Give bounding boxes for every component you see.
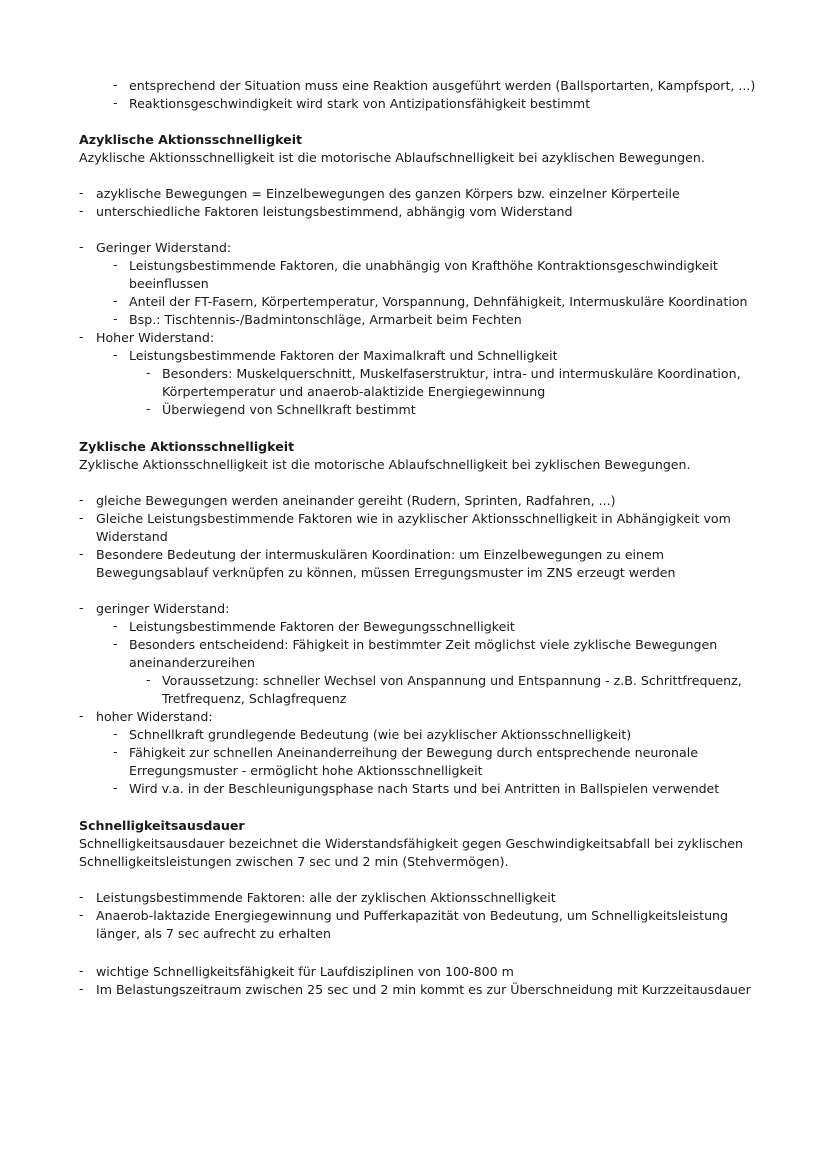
bullet-dash: - <box>146 672 151 687</box>
list-item: Besonders entscheidend: Fähigkeit in bestimmter Zeit möglichst viele zyklische Bewegungen <box>129 637 718 652</box>
list-item: hoher Widerstand: <box>96 709 213 724</box>
bullet-dash: - <box>79 546 84 561</box>
list-item: Hoher Widerstand: <box>96 330 215 345</box>
list-item-continuation: aneinanderzureihen <box>129 655 255 670</box>
bullet-dash: - <box>113 95 118 110</box>
list-item: entsprechend der Situation muss eine Reaktion ausgeführt werden (Ballsportarten, Kampfsport, ...) <box>129 78 756 93</box>
bullet-dash: - <box>113 77 118 92</box>
section-heading-azyklisch: Azyklische Aktionsschnelligkeit <box>79 132 303 147</box>
bullet-dash: - <box>79 963 84 978</box>
list-item-continuation: Tretfrequenz, Schlagfrequenz <box>162 691 347 706</box>
bullet-dash: - <box>79 203 84 218</box>
list-item: Bsp.: Tischtennis-/Badmintonschläge, Armarbeit beim Fechten <box>129 312 522 327</box>
list-item-continuation: Körpertemperatur und anaerob-alaktizide Energiegewinnung <box>162 384 546 399</box>
list-item: azyklische Bewegungen = Einzelbewegungen des ganzen Körpers bzw. einzelner Körperteile <box>96 186 680 201</box>
bullet-dash: - <box>113 744 118 759</box>
bullet-dash: - <box>79 889 84 904</box>
bullet-dash: - <box>113 780 118 795</box>
list-item: unterschiedliche Faktoren leistungsbestimmend, abhängig vom Widerstand <box>96 204 573 219</box>
section-definition-continuation: Schnelligkeitsleistungen zwischen 7 sec und 2 min (Stehvermögen). <box>79 854 509 869</box>
bullet-dash: - <box>113 293 118 308</box>
list-item-continuation: beeinflussen <box>129 276 209 291</box>
list-item-continuation: Erregungsmuster - ermöglicht hohe Aktionsschnelligkeit <box>129 763 483 778</box>
bullet-dash: - <box>79 510 84 525</box>
bullet-dash: - <box>79 708 84 723</box>
list-item-continuation: länger, als 7 sec aufrecht zu erhalten <box>96 926 331 941</box>
bullet-dash: - <box>79 981 84 996</box>
bullet-dash: - <box>113 636 118 651</box>
bullet-dash: - <box>113 257 118 272</box>
bullet-dash: - <box>79 600 84 615</box>
section-definition: Azyklische Aktionsschnelligkeit ist die motorische Ablaufschnelligkeit bei azyklischen Bewegungen. <box>79 150 705 165</box>
bullet-dash: - <box>79 185 84 200</box>
list-item-continuation: Widerstand <box>96 529 168 544</box>
list-item: Leistungsbestimmende Faktoren, die unabhängig von Krafthöhe Kontraktionsgeschwindigkeit <box>129 258 718 273</box>
section-heading-zyklisch: Zyklische Aktionsschnelligkeit <box>79 439 295 454</box>
list-item: Geringer Widerstand: <box>96 240 232 255</box>
list-item: geringer Widerstand: <box>96 601 230 616</box>
list-item: Besondere Bedeutung der intermuskulären Koordination: um Einzelbewegungen zu einem <box>96 547 665 562</box>
section-heading-ausdauer: Schnelligkeitsausdauer <box>79 818 245 833</box>
list-item: Schnellkraft grundlegende Bedeutung (wie bei azyklischer Aktionsschnelligkeit) <box>129 727 632 742</box>
list-item: Leistungsbestimmende Faktoren der Bewegungsschnelligkeit <box>129 619 515 634</box>
list-item: gleiche Bewegungen werden aneinander gereiht (Rudern, Sprinten, Radfahren, ...) <box>96 493 616 508</box>
list-item: Im Belastungszeitraum zwischen 25 sec und 2 min kommt es zur Überschneidung mit Kurzzeitausdauer <box>96 982 751 997</box>
bullet-dash: - <box>113 311 118 326</box>
bullet-dash: - <box>146 365 151 380</box>
list-item-continuation: Bewegungsablauf verknüpfen zu können, müssen Erregungsmuster im ZNS erzeugt werden <box>96 565 676 580</box>
bullet-dash: - <box>113 726 118 741</box>
list-item: Leistungsbestimmende Faktoren der Maximalkraft und Schnelligkeit <box>129 348 558 363</box>
section-definition: Zyklische Aktionsschnelligkeit ist die motorische Ablaufschnelligkeit bei zyklischen Bewegungen. <box>79 457 691 472</box>
list-item: Anteil der FT-Fasern, Körpertemperatur, Vorspannung, Dehnfähigkeit, Intermuskuläre Koordination <box>129 294 748 309</box>
section-definition: Schnelligkeitsausdauer bezeichnet die Widerstandsfähigkeit gegen Geschwindigkeitsabfall bei zyklischen <box>79 836 743 851</box>
bullet-dash: - <box>113 347 118 362</box>
bullet-dash: - <box>79 492 84 507</box>
list-item: Reaktionsgeschwindigkeit wird stark von Antizipationsfähigkeit bestimmt <box>129 96 591 111</box>
bullet-dash: - <box>146 401 151 416</box>
list-item: Fähigkeit zur schnellen Aneinanderreihung der Bewegung durch entsprechende neuronale <box>129 745 698 760</box>
list-item: Besonders: Muskelquerschnitt, Muskelfaserstruktur, intra- und intermuskuläre Koordination, <box>162 366 741 381</box>
list-item: Wird v.a. in der Beschleunigungsphase nach Starts und bei Antritten in Ballspielen verwendet <box>129 781 720 796</box>
bullet-dash: - <box>79 907 84 922</box>
list-item: Voraussetzung: schneller Wechsel von Anspannung und Entspannung - z.B. Schrittfrequenz, <box>162 673 742 688</box>
bullet-dash: - <box>79 239 84 254</box>
list-item: Leistungsbestimmende Faktoren: alle der zyklischen Aktionsschnelligkeit <box>96 890 556 905</box>
list-item: wichtige Schnelligkeitsfähigkeit für Laufdisziplinen von 100-800 m <box>96 964 514 979</box>
list-item: Überwiegend von Schnellkraft bestimmt <box>162 402 416 417</box>
list-item: Anaerob-laktazide Energiegewinnung und Pufferkapazität von Bedeutung, um Schnelligkeitsleistung <box>96 908 729 923</box>
bullet-dash: - <box>79 329 84 344</box>
bullet-dash: - <box>113 618 118 633</box>
list-item: Gleiche Leistungsbestimmende Faktoren wie in azyklischer Aktionsschnelligkeit in Abhängigkeit vom <box>96 511 731 526</box>
